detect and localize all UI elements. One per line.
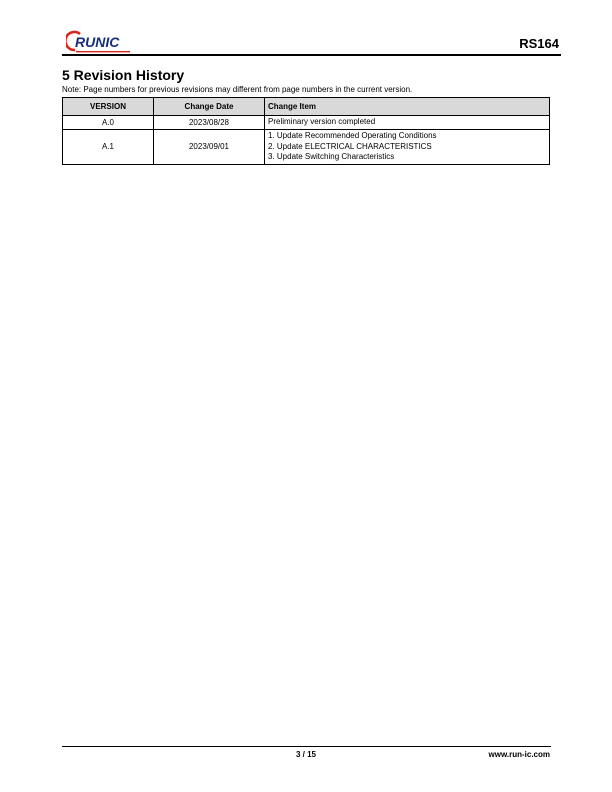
change-item-line: 3. Update Switching Characteristics: [268, 152, 395, 161]
change-item-line: Preliminary version completed: [268, 117, 376, 127]
change-item-line: 1. Update Recommended Operating Conditions: [268, 131, 437, 140]
document-id: RS164: [519, 36, 559, 51]
website-link[interactable]: www.run-ic.com: [488, 750, 550, 759]
revision-note: Note: Page numbers for previous revisions may different from page numbers in the current version.: [62, 85, 413, 94]
date-cell: 2023/09/01: [154, 130, 265, 165]
table-header-row: [63, 98, 550, 116]
column-header-change-item: Change Item: [265, 98, 550, 116]
logo-wordmark: RUNIC: [75, 34, 120, 50]
column-header-change-date: Change Date: [154, 98, 265, 116]
table-row: [63, 116, 550, 130]
runic-logo: [66, 30, 132, 54]
page-header: [62, 28, 561, 56]
change-item-cell: [265, 130, 550, 165]
date-cell: 2023/08/28: [154, 116, 265, 130]
version-cell: A.1: [63, 130, 154, 165]
footer-divider: [62, 746, 551, 747]
change-item-cell: [265, 116, 550, 130]
column-header-version: VERSION: [63, 98, 154, 116]
change-item-line: 2. Update ELECTRICAL CHARACTERISTICS: [268, 141, 432, 151]
version-cell: A.0: [63, 116, 154, 130]
page-number: 3 / 15: [295, 750, 316, 759]
revision-history-table: [62, 97, 550, 165]
table-row: [63, 130, 550, 165]
section-title: 5 Revision History: [62, 67, 185, 83]
